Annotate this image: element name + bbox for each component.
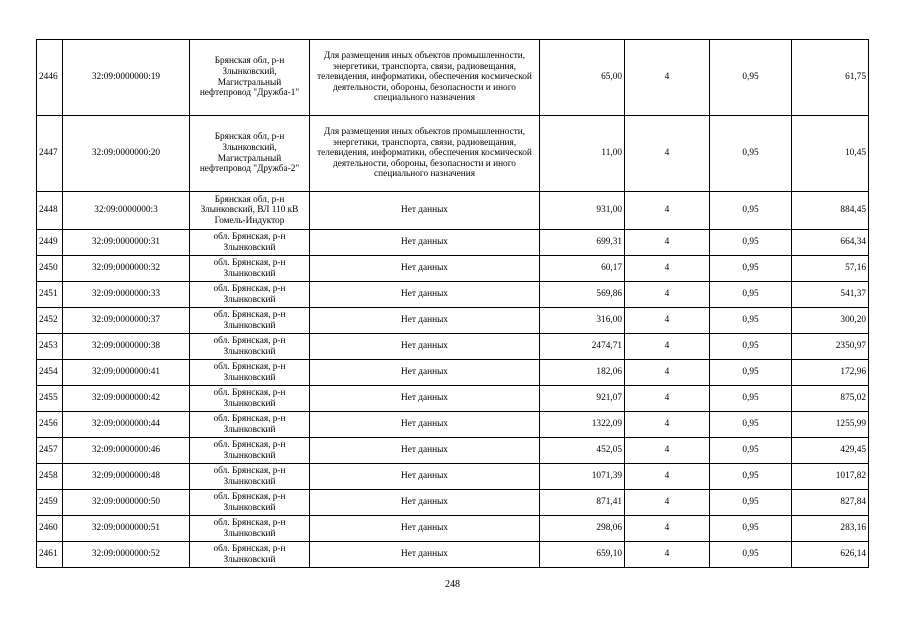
coefficient-value: 0,95 — [710, 412, 792, 438]
address: обл. Брянская, р-н Злынковский — [190, 282, 310, 308]
table-row — [37, 256, 869, 282]
count-value: 4 — [625, 490, 710, 516]
address: обл. Брянская, р-н Злынковский — [190, 516, 310, 542]
address: обл. Брянская, р-н Злынковский — [190, 542, 310, 568]
result-value: 300,20 — [792, 308, 869, 334]
table-row — [37, 40, 869, 116]
row-number: 2460 — [37, 516, 63, 542]
area-value: 65,00 — [540, 40, 625, 116]
address: обл. Брянская, р-н Злынковский — [190, 490, 310, 516]
cadastral-number: 32:09:0000000:37 — [63, 308, 190, 334]
table-row — [37, 438, 869, 464]
address: обл. Брянская, р-н Злынковский — [190, 412, 310, 438]
row-number: 2455 — [37, 386, 63, 412]
result-value: 10,45 — [792, 116, 869, 192]
row-number: 2449 — [37, 230, 63, 256]
permitted-use: Для размещения иных объектов промышленности, энергетики, транспорта, связи, радиовещания, телевидения, информатики, обеспечения космической деятельности, обороны, безопасности и иного специального назначения — [310, 40, 540, 116]
result-value: 172,96 — [792, 360, 869, 386]
coefficient-value: 0,95 — [710, 40, 792, 116]
cadastral-number: 32:09:0000000:38 — [63, 334, 190, 360]
row-number: 2459 — [37, 490, 63, 516]
result-value: 541,37 — [792, 282, 869, 308]
count-value: 4 — [625, 542, 710, 568]
count-value: 4 — [625, 282, 710, 308]
area-value: 659,10 — [540, 542, 625, 568]
address: обл. Брянская, р-н Злынковский — [190, 464, 310, 490]
row-number: 2448 — [37, 192, 63, 230]
result-value: 61,75 — [792, 40, 869, 116]
permitted-use: Нет данных — [310, 464, 540, 490]
area-value: 921,07 — [540, 386, 625, 412]
address: обл. Брянская, р-н Злынковский — [190, 256, 310, 282]
count-value: 4 — [625, 412, 710, 438]
cadastral-number: 32:09:0000000:31 — [63, 230, 190, 256]
result-value: 57,16 — [792, 256, 869, 282]
area-value: 569,86 — [540, 282, 625, 308]
row-number: 2446 — [37, 40, 63, 116]
row-number: 2457 — [37, 438, 63, 464]
table-row — [37, 308, 869, 334]
result-value: 884,45 — [792, 192, 869, 230]
area-value: 182,06 — [540, 360, 625, 386]
result-value: 626,14 — [792, 542, 869, 568]
cadastral-number: 32:09:0000000:46 — [63, 438, 190, 464]
count-value: 4 — [625, 116, 710, 192]
address: обл. Брянская, р-н Злынковский — [190, 360, 310, 386]
count-value: 4 — [625, 192, 710, 230]
count-value: 4 — [625, 256, 710, 282]
address: обл. Брянская, р-н Злынковский — [190, 438, 310, 464]
table-row — [37, 360, 869, 386]
cadastral-number: 32:09:0000000:48 — [63, 464, 190, 490]
cadastral-number: 32:09:0000000:44 — [63, 412, 190, 438]
result-value: 429,45 — [792, 438, 869, 464]
result-value: 2350,97 — [792, 334, 869, 360]
land-plots-table — [36, 39, 869, 568]
result-value: 1017,82 — [792, 464, 869, 490]
table-row — [37, 334, 869, 360]
permitted-use: Для размещения иных объектов промышленности, энергетики, транспорта, связи, радиовещания, телевидения, информатики, обеспечения космической деятельности, обороны, безопасности и иного специального назначения — [310, 116, 540, 192]
permitted-use: Нет данных — [310, 438, 540, 464]
permitted-use: Нет данных — [310, 516, 540, 542]
address: Брянская обл, р-н Злынковский, Магистральный нефтепровод "Дружба-1" — [190, 40, 310, 116]
cadastral-number: 32:09:0000000:52 — [63, 542, 190, 568]
count-value: 4 — [625, 308, 710, 334]
permitted-use: Нет данных — [310, 308, 540, 334]
coefficient-value: 0,95 — [710, 334, 792, 360]
address: обл. Брянская, р-н Злынковский — [190, 230, 310, 256]
coefficient-value: 0,95 — [710, 192, 792, 230]
area-value: 871,41 — [540, 490, 625, 516]
permitted-use: Нет данных — [310, 386, 540, 412]
count-value: 4 — [625, 40, 710, 116]
permitted-use: Нет данных — [310, 360, 540, 386]
table-row — [37, 464, 869, 490]
cadastral-number: 32:09:0000000:19 — [63, 40, 190, 116]
cadastral-number: 32:09:0000000:32 — [63, 256, 190, 282]
count-value: 4 — [625, 464, 710, 490]
area-value: 1071,39 — [540, 464, 625, 490]
cadastral-number: 32:09:0000000:41 — [63, 360, 190, 386]
coefficient-value: 0,95 — [710, 542, 792, 568]
address: Брянская обл, р-н Злынковский, Магистральный нефтепровод "Дружба-2" — [190, 116, 310, 192]
address: обл. Брянская, р-н Злынковский — [190, 386, 310, 412]
result-value: 875,02 — [792, 386, 869, 412]
table-row — [37, 412, 869, 438]
count-value: 4 — [625, 386, 710, 412]
count-value: 4 — [625, 334, 710, 360]
table-row — [37, 386, 869, 412]
cadastral-number: 32:09:0000000:33 — [63, 282, 190, 308]
coefficient-value: 0,95 — [710, 516, 792, 542]
area-value: 452,05 — [540, 438, 625, 464]
cadastral-number: 32:09:0000000:50 — [63, 490, 190, 516]
coefficient-value: 0,95 — [710, 464, 792, 490]
permitted-use: Нет данных — [310, 334, 540, 360]
area-value: 699,31 — [540, 230, 625, 256]
permitted-use: Нет данных — [310, 412, 540, 438]
coefficient-value: 0,95 — [710, 282, 792, 308]
cadastral-number: 32:09:0000000:3 — [63, 192, 190, 230]
coefficient-value: 0,95 — [710, 360, 792, 386]
cadastral-number: 32:09:0000000:20 — [63, 116, 190, 192]
count-value: 4 — [625, 516, 710, 542]
permitted-use: Нет данных — [310, 256, 540, 282]
coefficient-value: 0,95 — [710, 230, 792, 256]
table-row — [37, 282, 869, 308]
area-value: 931,00 — [540, 192, 625, 230]
coefficient-value: 0,95 — [710, 256, 792, 282]
count-value: 4 — [625, 438, 710, 464]
row-number: 2453 — [37, 334, 63, 360]
count-value: 4 — [625, 230, 710, 256]
cadastral-number: 32:09:0000000:42 — [63, 386, 190, 412]
table-row — [37, 516, 869, 542]
row-number: 2451 — [37, 282, 63, 308]
result-value: 1255,99 — [792, 412, 869, 438]
permitted-use: Нет данных — [310, 542, 540, 568]
table-row — [37, 230, 869, 256]
row-number: 2450 — [37, 256, 63, 282]
area-value: 11,00 — [540, 116, 625, 192]
result-value: 827,84 — [792, 490, 869, 516]
result-value: 283,16 — [792, 516, 869, 542]
row-number: 2461 — [37, 542, 63, 568]
permitted-use: Нет данных — [310, 230, 540, 256]
coefficient-value: 0,95 — [710, 386, 792, 412]
count-value: 4 — [625, 360, 710, 386]
area-value: 2474,71 — [540, 334, 625, 360]
area-value: 298,06 — [540, 516, 625, 542]
coefficient-value: 0,95 — [710, 490, 792, 516]
table-row — [37, 192, 869, 230]
permitted-use: Нет данных — [310, 490, 540, 516]
coefficient-value: 0,95 — [710, 438, 792, 464]
address: Брянская обл, р-н Злынковский, ВЛ 110 кВ Гомель-Индуктор — [190, 192, 310, 230]
row-number: 2447 — [37, 116, 63, 192]
address: обл. Брянская, р-н Злынковский — [190, 308, 310, 334]
permitted-use: Нет данных — [310, 282, 540, 308]
area-value: 60,17 — [540, 256, 625, 282]
table-row — [37, 116, 869, 192]
address: обл. Брянская, р-н Злынковский — [190, 334, 310, 360]
area-value: 1322,09 — [540, 412, 625, 438]
table-row — [37, 542, 869, 568]
result-value: 664,34 — [792, 230, 869, 256]
row-number: 2456 — [37, 412, 63, 438]
permitted-use: Нет данных — [310, 192, 540, 230]
coefficient-value: 0,95 — [710, 116, 792, 192]
area-value: 316,00 — [540, 308, 625, 334]
page-number: 248 — [445, 579, 460, 590]
row-number: 2458 — [37, 464, 63, 490]
row-number: 2452 — [37, 308, 63, 334]
cadastral-number: 32:09:0000000:51 — [63, 516, 190, 542]
row-number: 2454 — [37, 360, 63, 386]
coefficient-value: 0,95 — [710, 308, 792, 334]
table-row — [37, 490, 869, 516]
